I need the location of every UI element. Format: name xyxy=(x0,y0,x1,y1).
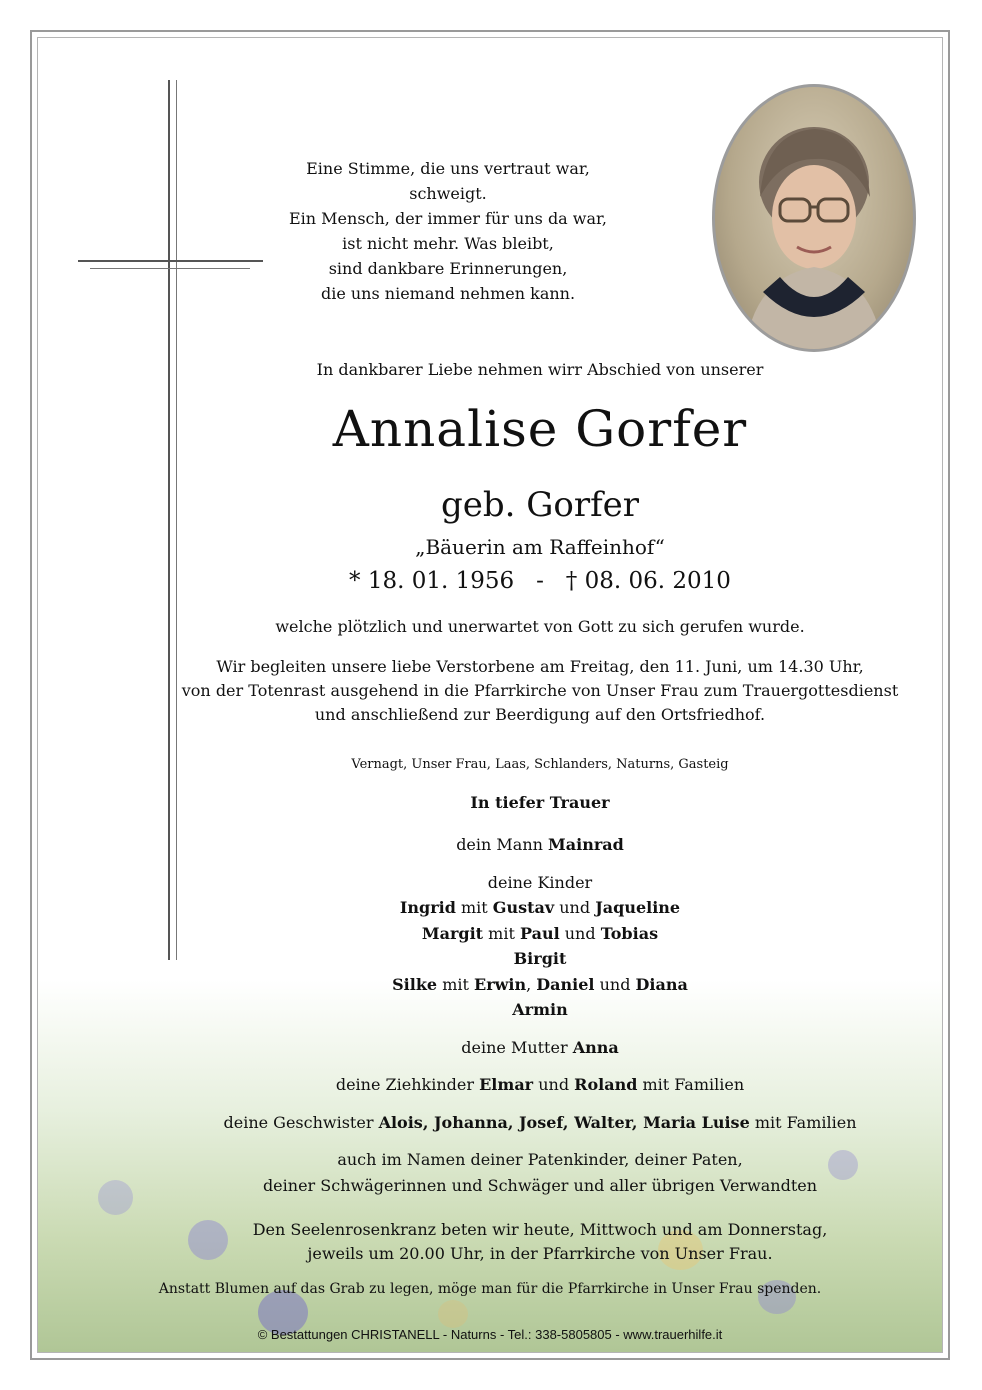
child-line xyxy=(120,921,960,947)
mother-name: Anna xyxy=(572,1037,619,1057)
farm-title: „Bäuerin am Raffeinhof“ xyxy=(415,535,665,559)
siblings-suffix: mit Familien xyxy=(754,1112,857,1132)
child-line xyxy=(120,997,960,1023)
child-line xyxy=(120,946,960,972)
siblings-line xyxy=(120,1110,960,1136)
husband-line xyxy=(120,832,960,858)
siblings-names: Alois, Johanna, Josef, Walter, Maria Luise xyxy=(378,1112,750,1132)
mother-prefix: deine Mutter xyxy=(461,1037,568,1057)
connector: und xyxy=(554,898,596,917)
partner-name: Erwin xyxy=(474,974,527,994)
mother-line xyxy=(120,1035,960,1061)
cross-vertical-line-inner xyxy=(176,80,177,960)
mourning-heading: In tiefer Trauer xyxy=(470,793,610,812)
verse-block xyxy=(268,156,628,306)
connector: mit xyxy=(437,974,474,994)
verse-line: Eine Stimme, die uns vertraut war, schweigt. xyxy=(306,159,590,203)
verse-line: sind dankbare Erinnerungen, xyxy=(328,259,568,278)
husband-prefix: dein Mann xyxy=(456,835,543,854)
life-dates: * 18. 01. 1956 - † 08. 06. 2010 xyxy=(349,568,731,594)
funeral-line: und anschließend zur Beerdigung auf den Ortsfriedhof. xyxy=(314,705,766,724)
deceased-name: Annalise Gorfer xyxy=(332,400,748,458)
portrait-photo xyxy=(712,84,916,352)
child-name: Margit xyxy=(421,923,484,943)
foster-name: Elmar xyxy=(479,1075,534,1094)
verse-line: Ein Mensch, der immer für uns da war, xyxy=(288,209,608,228)
rosary-line: Den Seelenrosenkranz beten wir heute, Mittwoch und am Donnerstag, xyxy=(252,1220,828,1239)
grandchild-name: Tobias xyxy=(600,923,659,943)
funeral-line: von der Totenrast ausgehend in die Pfarrkirche von Unser Frau zum Trauergottesdienst xyxy=(181,681,899,700)
connector: mit xyxy=(483,923,520,943)
flower-decoration xyxy=(438,1300,468,1328)
death-statement: welche plötzlich und unerwartet von Gott zu sich gerufen wurde. xyxy=(275,617,805,636)
intro-text: In dankbarer Liebe nehmen wirr Abschied von unserer xyxy=(316,360,764,379)
child-line xyxy=(120,972,960,998)
foster-suffix: mit Familien xyxy=(642,1075,745,1094)
mourners-list xyxy=(120,832,960,1198)
connector: , xyxy=(526,974,537,994)
cross-horizontal-line-inner xyxy=(90,268,250,269)
footer-credit: © Bestattungen CHRISTANELL - Naturns - Tel.: 338-5805805 - www.trauerhilfe.it xyxy=(257,1327,723,1342)
verse-line: die uns niemand nehmen kann. xyxy=(320,284,576,303)
grandchild-name: Daniel xyxy=(536,974,595,994)
connector: und xyxy=(538,1075,570,1094)
foster-name: Roland xyxy=(574,1075,638,1094)
child-line xyxy=(120,895,960,921)
foster-line xyxy=(120,1072,960,1098)
children-label: deine Kinder xyxy=(487,872,593,892)
siblings-prefix: deine Geschwister xyxy=(223,1112,374,1132)
partner-name: Gustav xyxy=(492,898,555,917)
maiden-name: geb. Gorfer xyxy=(440,485,640,525)
funeral-line: Wir begleiten unsere liebe Verstorbene am Freitag, den 11. Juni, um 14.30 Uhr, xyxy=(216,657,864,676)
grandchild-name: Jaqueline xyxy=(595,898,681,917)
portrait-figure xyxy=(715,87,913,349)
rosary-info xyxy=(120,1218,960,1266)
foster-prefix: deine Ziehkinder xyxy=(335,1075,475,1094)
connector: mit xyxy=(455,898,493,917)
child-name: Birgit xyxy=(513,949,567,968)
cross-horizontal-line xyxy=(78,260,263,262)
grandchild-name: Diana xyxy=(635,974,688,994)
rosary-line: jeweils um 20.00 Uhr, in der Pfarrkirche von Unser Frau. xyxy=(307,1244,773,1263)
places-list: Vernagt, Unser Frau, Laas, Schlanders, Naturns, Gasteig xyxy=(351,757,729,772)
connector: und xyxy=(594,974,636,994)
donation-note: Anstatt Blumen auf das Grab zu legen, möge man für die Pfarrkirche in Unser Frau spenden. xyxy=(158,1281,822,1297)
others-line: deiner Schwägerinnen und Schwäger und aller übrigen Verwandten xyxy=(262,1175,818,1195)
connector: und xyxy=(559,923,601,943)
partner-name: Paul xyxy=(519,923,560,943)
funeral-info xyxy=(120,655,960,727)
verse-line: ist nicht mehr. Was bleibt, xyxy=(342,234,554,253)
child-name: Ingrid xyxy=(399,898,456,917)
cross-vertical-line xyxy=(168,80,170,960)
child-name: Silke xyxy=(392,974,438,994)
husband-name: Mainrad xyxy=(548,835,624,854)
child-name: Armin xyxy=(512,1000,568,1019)
others-line: auch im Namen deiner Patenkinder, deiner Paten, xyxy=(337,1150,743,1169)
